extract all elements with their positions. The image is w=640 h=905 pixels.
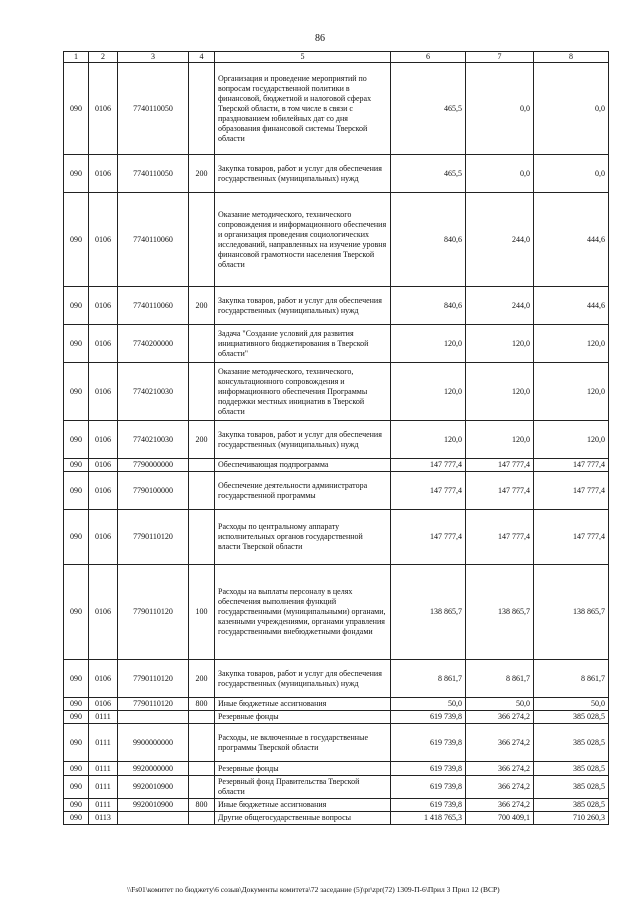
row-code-expense-type: 200: [189, 660, 215, 698]
row-code-section: 0106: [89, 325, 118, 363]
row-item-name: Резервные фонды: [215, 711, 391, 724]
table-row: [64, 325, 609, 363]
row-code-expense-type: [189, 63, 215, 155]
table-row: [64, 155, 609, 193]
row-value-col8: 444,6: [534, 287, 609, 325]
row-code-ministry: 090: [64, 565, 89, 660]
table-row: [64, 762, 609, 776]
row-code-section: 0106: [89, 155, 118, 193]
row-item-name: Иные бюджетные ассигнования: [215, 799, 391, 812]
row-code-target: 7790110120: [118, 698, 189, 711]
row-value-col7: 366 274,2: [466, 711, 534, 724]
row-code-ministry: 090: [64, 711, 89, 724]
row-value-col8: 147 777,4: [534, 472, 609, 510]
row-value-col7: 366 274,2: [466, 776, 534, 799]
footer-file-path: \\Fs01\комитет по бюджету\6 созыв\Документы комитета\72 заседание (5)\pr\zpr(72) 1309-П-6\Прил 3 Прил 12 (ВСР): [127, 885, 500, 894]
row-code-section: 0106: [89, 472, 118, 510]
row-value-col6: 619 739,8: [391, 724, 466, 762]
row-item-name: Оказание методического, технического, консультационного сопровождения и информационного обеспечения Программы поддержки местных инициатив в Тверской области: [215, 363, 391, 421]
row-code-target: [118, 711, 189, 724]
row-value-col8: 0,0: [534, 155, 609, 193]
row-code-target: 7740110060: [118, 287, 189, 325]
row-item-name: Расходы по центральному аппарату исполнительных органов государственной власти Тверской области: [215, 510, 391, 565]
row-value-col6: 840,6: [391, 287, 466, 325]
row-value-col7: 50,0: [466, 698, 534, 711]
row-value-col6: 120,0: [391, 421, 466, 459]
row-value-col7: 147 777,4: [466, 459, 534, 472]
row-item-name: Задача "Создание условий для развития инициативного бюджетирования в Тверской области": [215, 325, 391, 363]
row-value-col6: 619 739,8: [391, 776, 466, 799]
row-value-col6: 1 418 765,3: [391, 812, 466, 825]
row-code-section: 0111: [89, 776, 118, 799]
row-item-name: Резервные фонды: [215, 762, 391, 776]
row-value-col6: 619 739,8: [391, 711, 466, 724]
row-code-target: 9920010900: [118, 799, 189, 812]
row-code-section: 0113: [89, 812, 118, 825]
row-code-ministry: 090: [64, 459, 89, 472]
row-value-col8: 444,6: [534, 193, 609, 287]
row-code-target: [118, 812, 189, 825]
row-code-section: 0106: [89, 63, 118, 155]
row-value-col8: 385 028,5: [534, 762, 609, 776]
row-value-col8: 120,0: [534, 325, 609, 363]
row-code-ministry: 090: [64, 325, 89, 363]
row-code-ministry: 090: [64, 155, 89, 193]
row-item-name: Закупка товаров, работ и услуг для обеспечения государственных (муниципальных) нужд: [215, 287, 391, 325]
row-value-col7: 120,0: [466, 421, 534, 459]
table-row: [64, 799, 609, 812]
row-item-name: Другие общегосударственные вопросы: [215, 812, 391, 825]
row-value-col8: 120,0: [534, 363, 609, 421]
row-code-target: 7740210030: [118, 363, 189, 421]
row-code-section: 0106: [89, 287, 118, 325]
table-row: [64, 660, 609, 698]
column-number: 6: [391, 52, 466, 63]
row-value-col7: 120,0: [466, 325, 534, 363]
row-value-col8: 385 028,5: [534, 724, 609, 762]
row-code-section: 0106: [89, 565, 118, 660]
table-row: [64, 63, 609, 155]
table-row: [64, 776, 609, 799]
row-code-expense-type: [189, 812, 215, 825]
row-code-section: 0106: [89, 510, 118, 565]
column-number-row: [64, 52, 609, 63]
row-value-col8: 0,0: [534, 63, 609, 155]
table-row: [64, 510, 609, 565]
row-code-section: 0106: [89, 363, 118, 421]
row-code-expense-type: [189, 325, 215, 363]
row-code-section: 0106: [89, 660, 118, 698]
row-code-target: 7740110050: [118, 63, 189, 155]
row-value-col7: 120,0: [466, 363, 534, 421]
row-code-section: 0106: [89, 459, 118, 472]
row-code-ministry: 090: [64, 510, 89, 565]
row-value-col7: 244,0: [466, 287, 534, 325]
row-code-target: 7740210030: [118, 421, 189, 459]
row-value-col8: 147 777,4: [534, 510, 609, 565]
column-number: 7: [466, 52, 534, 63]
column-number: 3: [118, 52, 189, 63]
row-value-col6: 147 777,4: [391, 459, 466, 472]
row-code-ministry: 090: [64, 421, 89, 459]
row-value-col8: 8 861,7: [534, 660, 609, 698]
row-value-col6: 619 739,8: [391, 762, 466, 776]
table-row: [64, 421, 609, 459]
row-code-ministry: 090: [64, 812, 89, 825]
row-value-col7: 244,0: [466, 193, 534, 287]
row-code-target: 9900000000: [118, 724, 189, 762]
row-code-target: 9920000000: [118, 762, 189, 776]
table-row: [64, 287, 609, 325]
row-code-expense-type: 200: [189, 421, 215, 459]
row-code-section: 0106: [89, 193, 118, 287]
row-item-name: Оказание методического, технического сопровождения и информационного обеспечения и организация проведения социологических исследований, направленных на изучение уровня финансовой грамотности населения Тверской области: [215, 193, 391, 287]
row-value-col6: 120,0: [391, 363, 466, 421]
row-code-expense-type: [189, 724, 215, 762]
row-code-ministry: 090: [64, 799, 89, 812]
table-row: [64, 711, 609, 724]
row-value-col6: 147 777,4: [391, 472, 466, 510]
row-value-col6: 840,6: [391, 193, 466, 287]
row-item-name: Обеспечивающая подпрограмма: [215, 459, 391, 472]
row-code-target: 7790110120: [118, 510, 189, 565]
row-code-ministry: 090: [64, 287, 89, 325]
row-code-ministry: 090: [64, 472, 89, 510]
row-value-col8: 147 777,4: [534, 459, 609, 472]
row-code-ministry: 090: [64, 660, 89, 698]
budget-table: [63, 51, 609, 825]
row-value-col6: 619 739,8: [391, 799, 466, 812]
row-code-ministry: 090: [64, 762, 89, 776]
row-value-col6: 465,5: [391, 155, 466, 193]
column-number: 5: [215, 52, 391, 63]
row-code-expense-type: [189, 776, 215, 799]
row-value-col7: 8 861,7: [466, 660, 534, 698]
row-code-section: 0106: [89, 421, 118, 459]
row-value-col7: 147 777,4: [466, 510, 534, 565]
table-body: [64, 52, 609, 825]
row-value-col6: 50,0: [391, 698, 466, 711]
row-value-col8: 710 260,3: [534, 812, 609, 825]
row-value-col6: 138 865,7: [391, 565, 466, 660]
row-value-col7: 366 274,2: [466, 724, 534, 762]
row-code-section: 0111: [89, 724, 118, 762]
row-code-target: 7790110120: [118, 565, 189, 660]
row-value-col7: 366 274,2: [466, 762, 534, 776]
row-code-expense-type: 800: [189, 698, 215, 711]
row-code-ministry: 090: [64, 193, 89, 287]
row-value-col8: 385 028,5: [534, 776, 609, 799]
row-code-expense-type: [189, 711, 215, 724]
row-code-section: 0111: [89, 799, 118, 812]
column-number: 8: [534, 52, 609, 63]
column-number: 4: [189, 52, 215, 63]
row-code-expense-type: [189, 510, 215, 565]
row-code-expense-type: 800: [189, 799, 215, 812]
row-value-col6: 147 777,4: [391, 510, 466, 565]
table-row: [64, 724, 609, 762]
row-value-col8: 120,0: [534, 421, 609, 459]
row-value-col7: 0,0: [466, 63, 534, 155]
row-code-target: 9920010900: [118, 776, 189, 799]
row-item-name: Расходы, не включенные в государственные программы Тверской области: [215, 724, 391, 762]
row-value-col7: 700 409,1: [466, 812, 534, 825]
column-number: 2: [89, 52, 118, 63]
row-item-name: Закупка товаров, работ и услуг для обеспечения государственных (муниципальных) нужд: [215, 155, 391, 193]
table-row: [64, 459, 609, 472]
row-code-section: 0111: [89, 711, 118, 724]
row-code-expense-type: 200: [189, 155, 215, 193]
row-code-ministry: 090: [64, 63, 89, 155]
row-item-name: Закупка товаров, работ и услуг для обеспечения государственных (муниципальных) нужд: [215, 660, 391, 698]
row-value-col8: 138 865,7: [534, 565, 609, 660]
row-value-col8: 385 028,5: [534, 799, 609, 812]
row-item-name: Резервный фонд Правительства Тверской области: [215, 776, 391, 799]
row-value-col7: 147 777,4: [466, 472, 534, 510]
row-code-ministry: 090: [64, 724, 89, 762]
table-row: [64, 472, 609, 510]
table-row: [64, 565, 609, 660]
table-row: [64, 698, 609, 711]
column-number: 1: [64, 52, 89, 63]
row-value-col8: 50,0: [534, 698, 609, 711]
table-row: [64, 812, 609, 825]
row-item-name: Расходы на выплаты персоналу в целях обеспечения выполнения функций государственными (муниципальными) органами, казенными учреждениями, органами управления государственными внебюджетными фондами: [215, 565, 391, 660]
row-code-expense-type: [189, 762, 215, 776]
row-code-expense-type: [189, 459, 215, 472]
row-value-col6: 465,5: [391, 63, 466, 155]
row-code-section: 0111: [89, 762, 118, 776]
row-value-col6: 8 861,7: [391, 660, 466, 698]
row-code-ministry: 090: [64, 363, 89, 421]
row-code-ministry: 090: [64, 776, 89, 799]
row-item-name: Иные бюджетные ассигнования: [215, 698, 391, 711]
row-code-target: 7740110060: [118, 193, 189, 287]
row-code-target: 7740110050: [118, 155, 189, 193]
row-code-ministry: 090: [64, 698, 89, 711]
row-code-expense-type: 100: [189, 565, 215, 660]
row-code-expense-type: [189, 363, 215, 421]
page-number: 86: [315, 33, 325, 44]
row-code-target: 7790000000: [118, 459, 189, 472]
row-item-name: Обеспечение деятельности администратора государственной программы: [215, 472, 391, 510]
row-value-col7: 0,0: [466, 155, 534, 193]
row-value-col7: 366 274,2: [466, 799, 534, 812]
row-value-col8: 385 028,5: [534, 711, 609, 724]
row-code-expense-type: 200: [189, 287, 215, 325]
table-row: [64, 363, 609, 421]
row-value-col7: 138 865,7: [466, 565, 534, 660]
row-code-section: 0106: [89, 698, 118, 711]
table-row: [64, 193, 609, 287]
row-code-target: 7790110120: [118, 660, 189, 698]
row-item-name: Закупка товаров, работ и услуг для обеспечения государственных (муниципальных) нужд: [215, 421, 391, 459]
row-code-expense-type: [189, 193, 215, 287]
row-code-expense-type: [189, 472, 215, 510]
row-code-target: 7740200000: [118, 325, 189, 363]
row-code-target: 7790100000: [118, 472, 189, 510]
row-value-col6: 120,0: [391, 325, 466, 363]
row-item-name: Организация и проведение мероприятий по вопросам государственной политики в финансовой, бюджетной и налоговой сферах Тверской области, в том числе в связи с празднованием юбилейных дат со дня образования финансовой системы Тверской области: [215, 63, 391, 155]
